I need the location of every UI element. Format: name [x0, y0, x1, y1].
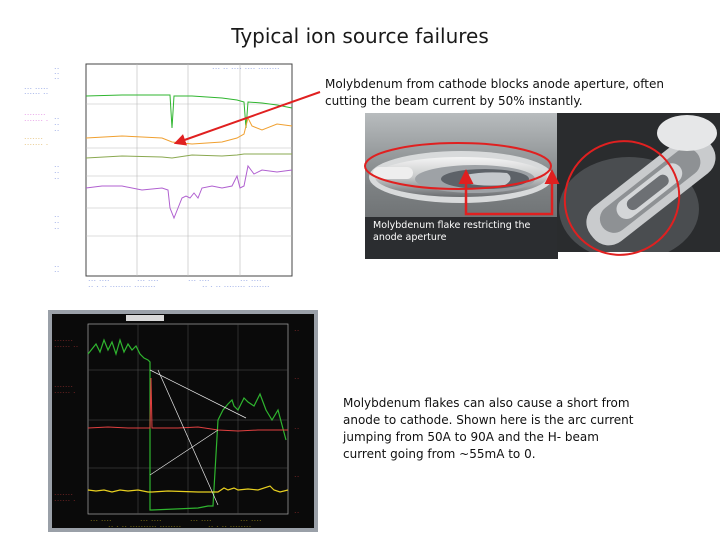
svg-text:--: -- [294, 329, 300, 334]
svg-text:------- -: ------- - [24, 143, 49, 148]
svg-text:--- ----: --- ---- [240, 279, 262, 284]
svg-text:--- -- ---- ---- --------: --- -- ---- ---- -------- [212, 67, 280, 72]
svg-text:--: -- [54, 221, 60, 226]
svg-text:--: -- [294, 475, 300, 480]
svg-text:------ --: ------ -- [24, 92, 49, 97]
svg-text:------ --: ------ -- [54, 345, 79, 350]
svg-text:--: -- [54, 165, 60, 170]
slide-title: Typical ion source failures [231, 24, 489, 48]
svg-text:--: -- [54, 270, 60, 275]
svg-text:-------: ------- [54, 385, 73, 390]
svg-text:--------: -------- [24, 113, 46, 118]
svg-text:--: -- [54, 227, 60, 232]
arrow-to-plot [176, 92, 320, 143]
svg-text:--- ----: --- ---- [240, 519, 262, 524]
highlight-aperture-1 [365, 143, 551, 189]
svg-text:--: -- [54, 215, 60, 220]
photo-caption: Molybdenum flake restricting the anode aperture [373, 220, 531, 243]
svg-text:--: -- [294, 427, 300, 432]
svg-text:-- - -- -------- --------: -- - -- -------- -------- [88, 285, 156, 290]
svg-text:--: -- [54, 265, 60, 270]
svg-text:--- ----: --- ---- [90, 519, 112, 524]
svg-text:--- -----: --- ----- [24, 87, 49, 92]
svg-text:-- - -- --------: -- - -- -------- [208, 525, 252, 530]
svg-text:--: -- [54, 123, 60, 128]
svg-text:--: -- [54, 171, 60, 176]
svg-text:--- ----: --- ---- [190, 519, 212, 524]
svg-text:-------: ------- [54, 493, 73, 498]
svg-text:-- - -- -------- --------: -- - -- -------- -------- [202, 285, 270, 290]
svg-text:------ -: ------ - [54, 391, 76, 396]
svg-text:-------: ------- [24, 137, 43, 142]
svg-text:--: -- [294, 377, 300, 382]
svg-text:--: -- [54, 177, 60, 182]
svg-text:------ -: ------ - [54, 499, 76, 504]
svg-text:--: -- [54, 67, 60, 72]
svg-text:--- ----: --- ---- [188, 279, 210, 284]
caption-top: Molybdenum from cathode blocks anode aperture, often cutting the beam current by 50% instantly. [325, 77, 664, 108]
svg-text:--: -- [54, 72, 60, 77]
svg-text:--- ----: --- ---- [137, 279, 159, 284]
svg-text:--: -- [54, 77, 60, 82]
svg-text:-------: ------- [54, 339, 73, 344]
svg-text:-- - -- ---------- --------: -- - -- ---------- -------- [108, 525, 182, 530]
svg-text:--: -- [294, 511, 300, 516]
svg-text:--- ----: --- ---- [88, 279, 110, 284]
svg-text:--: -- [54, 117, 60, 122]
highlight-aperture-2 [542, 118, 703, 278]
svg-text:--- ----: --- ---- [140, 519, 162, 524]
svg-text:--: -- [54, 129, 60, 134]
caption-bottom: Molybdenum flakes can also cause a short from anode to cathode. Shown here is the arc current jumping from 50A to 90A and the H- beam current going from ~55mA to 0. [343, 396, 634, 461]
svg-text:------- -: ------- - [24, 119, 49, 124]
